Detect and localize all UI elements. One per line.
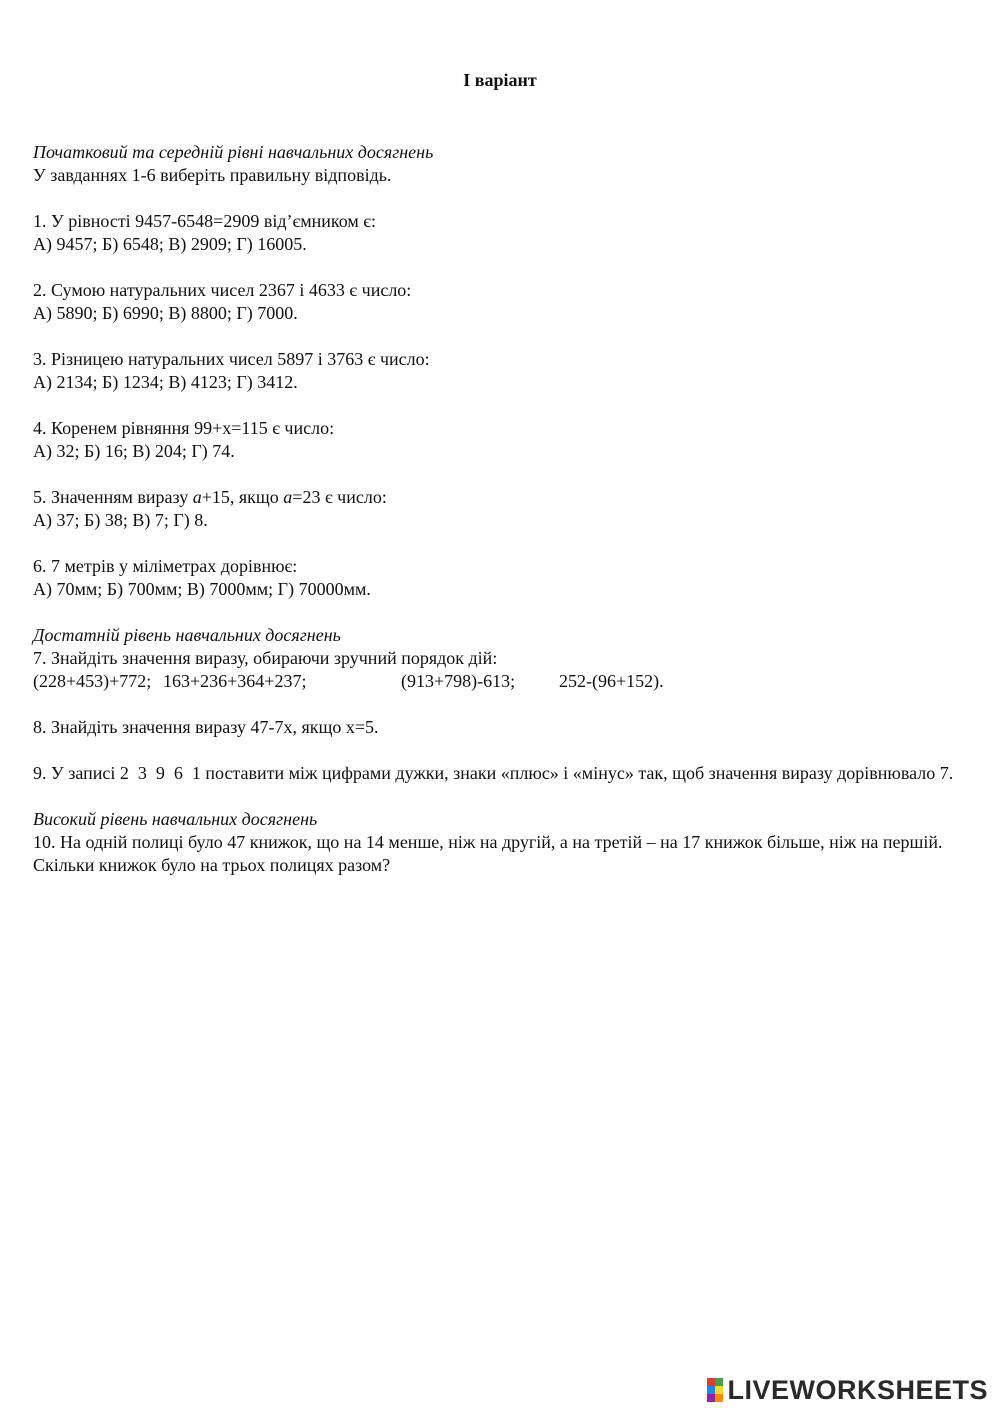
section-heading-sufficient: Достатній рівень навчальних досягнень [33,625,341,645]
page-title: I варіант [463,70,537,90]
expression-2: 163+236+364+237; [163,671,307,691]
expression-4: 252-(96+152). [559,671,664,691]
section-heading-high: Високий рівень навчальних досягнень [33,809,318,829]
question-5-mid: +15, якщо [201,487,284,507]
question-7: 7. Знайдіть значення виразу, обираючи зручний порядок дій: [33,648,498,668]
answers-2: А) 5890; Б) 6990; В) 8800; Г) 7000. [33,303,298,323]
section-heading-basic: Початковий та середній рівні навчальних досягнень [33,142,434,162]
worksheet-content [33,141,968,877]
answers-3: А) 2134; Б) 1234; В) 4123; Г) 3412. [33,372,298,392]
question-10: 10. На одній полиці було 47 книжок, що на 14 менше, ніж на другій, а на третій – на 17 книжок більше, ніж на першій. Скільки книжок було на трьох полицях разом? [33,832,943,875]
expression-3: (913+798)-613; [401,671,516,691]
question-5-var-2: a [283,487,293,507]
question-8: 8. Знайдіть значення виразу 47-7x, якщо x=5. [33,717,379,737]
question-7-expressions [33,670,968,693]
logo-text: LIVEWORKSHEETS [727,1374,988,1405]
question-9: 9. У записі 2 3 9 6 1 поставити між цифрами дужки, знаки «плюс» і «мінус» так, щоб значення виразу дорівнювало 7. [33,763,954,783]
question-4: 4. Коренем рівняння 99+x=115 є число: [33,418,335,438]
answers-4: А) 32; Б) 16; В) 204; Г) 74. [33,441,235,461]
logo-mark-icon [707,1378,723,1402]
instruction-text: У завданнях 1-6 виберіть правильну відповідь. [33,165,392,185]
question-5-var: a [192,487,202,507]
question-5-post: =23 є число: [292,487,387,507]
question-6: 6. 7 метрів у міліметрах дорівнює: [33,556,298,576]
answers-5: А) 37; Б) 38; В) 7; Г) 8. [33,510,208,530]
answers-1: А) 9457; Б) 6548; В) 2909; Г) 16005. [33,234,307,254]
answers-6: А) 70мм; Б) 700мм; В) 7000мм; Г) 70000мм. [33,579,371,599]
question-5-pre: 5. Значенням виразу [33,487,193,507]
question-5 [33,486,968,509]
question-1: 1. У рівності 9457-6548=2909 від’ємником є: [33,211,376,231]
liveworksheets-logo [707,1375,988,1405]
question-2: 2. Сумою натуральних чисел 2367 і 4633 є число: [33,280,412,300]
question-3: 3. Різницею натуральних чисел 5897 і 3763 є число: [33,349,430,369]
expression-1: (228+453)+772; [33,671,152,691]
